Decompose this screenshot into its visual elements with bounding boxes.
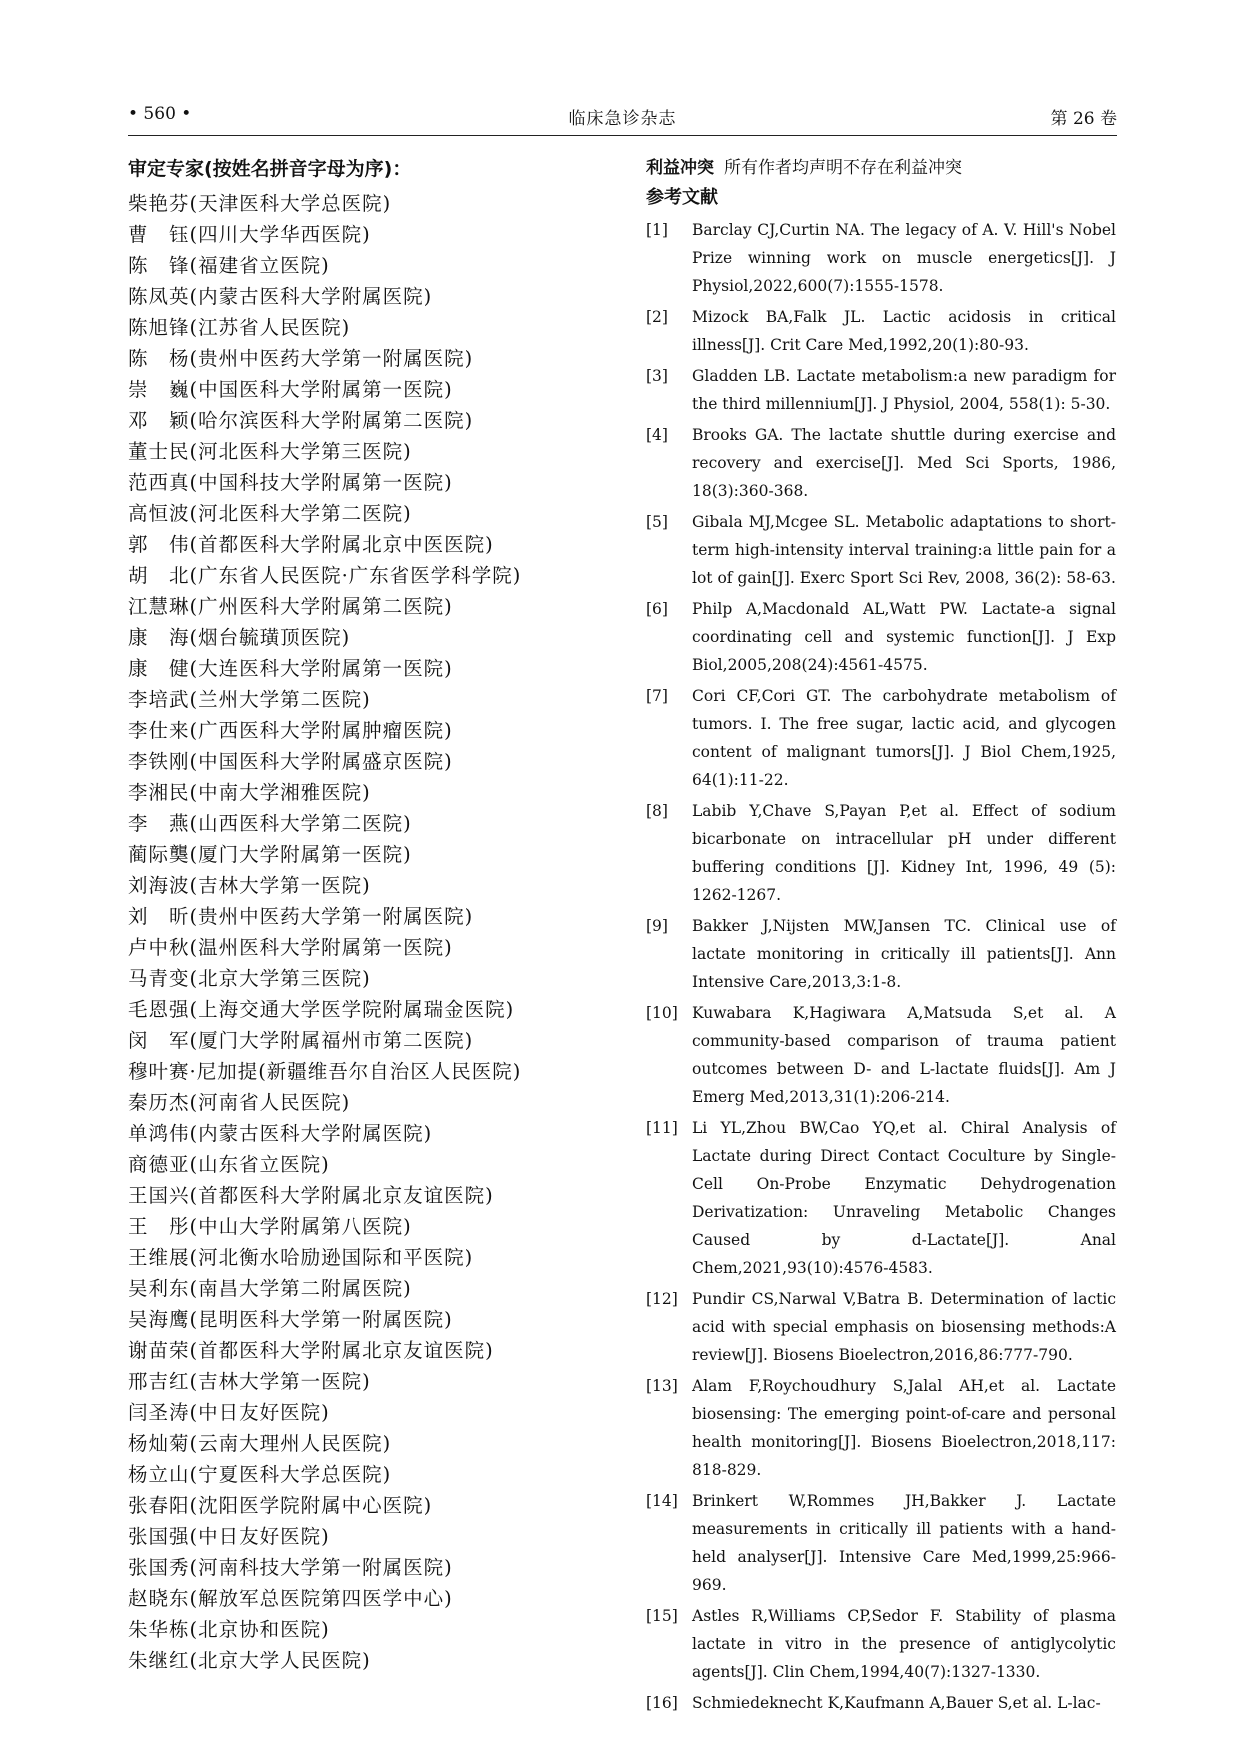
expert-item: 单鸿伟(内蒙古医科大学附属医院) bbox=[128, 1122, 433, 1145]
expert-item: 王维展(河北衡水哈励逊国际和平医院) bbox=[128, 1246, 474, 1269]
reference-number: [15] bbox=[646, 1607, 678, 1625]
reference-number: [12] bbox=[646, 1290, 678, 1308]
reference-item bbox=[646, 1285, 1116, 1369]
expert-item: 秦历杰(河南省人民医院) bbox=[128, 1091, 351, 1114]
reference-item bbox=[646, 362, 1116, 418]
experts-list bbox=[128, 188, 618, 1676]
expert-item: 商德亚(山东省立医院) bbox=[128, 1153, 330, 1176]
reference-item bbox=[646, 1689, 1116, 1717]
reference-number: [3] bbox=[646, 367, 668, 385]
reference-number: [14] bbox=[646, 1492, 678, 1510]
reference-text: Pundir CS,Narwal V,Batra B. Determination of lactic acid with special emphasis on biosensing methods:A review[J]. Biosens Bioelectron,2016,86:777-790. bbox=[692, 1290, 1116, 1364]
reference-number: [4] bbox=[646, 426, 668, 444]
reference-item bbox=[646, 216, 1116, 300]
reference-text: Mizock BA,Falk JL. Lactic acidosis in critical illness[J]. Crit Care Med,1992,20(1):80-93. bbox=[692, 308, 1116, 354]
reference-item bbox=[646, 303, 1116, 359]
reference-number: [8] bbox=[646, 802, 668, 820]
expert-item: 陈 锋(福建省立医院) bbox=[128, 254, 330, 277]
expert-item: 刘 昕(贵州中医药大学第一附属医院) bbox=[128, 905, 474, 928]
expert-item: 闵 军(厦门大学附属福州市第二医院) bbox=[128, 1029, 474, 1052]
reference-item bbox=[646, 1487, 1116, 1599]
expert-item: 谢苗荣(首都医科大学附属北京友谊医院) bbox=[128, 1339, 494, 1362]
expert-item: 陈凤英(内蒙古医科大学附属医院) bbox=[128, 285, 433, 308]
reference-number: [1] bbox=[646, 221, 668, 239]
reference-text: Kuwabara K,Hagiwara A,Matsuda S,et al. A community-based comparison of trauma patient outcomes between D- and L-lactate fluids[J]. Am J Emerg Med,2013,31(1):206-214. bbox=[692, 1004, 1116, 1106]
reference-text: Gibala MJ,Mcgee SL. Metabolic adaptations to short-term high-intensity interval training:a little pain for a lot of gain[J]. Exerc Sport Sci Rev, 2008, 36(2): 58-63. bbox=[692, 513, 1116, 587]
expert-item: 江慧琳(广州医科大学附属第二医院) bbox=[128, 595, 453, 618]
reference-text: Gladden LB. Lactate metabolism:a new paradigm for the third millennium[J]. J Physiol, 2004, 558(1): 5-30. bbox=[692, 367, 1116, 413]
volume-label: 第 26 卷 bbox=[1050, 109, 1117, 129]
reference-item bbox=[646, 1372, 1116, 1484]
expert-item: 朱继红(北京大学人民医院) bbox=[128, 1649, 371, 1672]
reference-item bbox=[646, 999, 1116, 1111]
reference-item bbox=[646, 912, 1116, 996]
reference-text: Alam F,Roychoudhury S,Jalal AH,et al. Lactate biosensing: The emerging point-of-care and personal health monitoring[J]. Biosens Bioelectron,2018,117: 818-829. bbox=[692, 1377, 1116, 1479]
expert-item: 穆叶赛·尼加提(新疆维吾尔自治区人民医院) bbox=[128, 1060, 522, 1083]
page-number: • 560 • bbox=[128, 104, 192, 124]
expert-item: 蔺际龑(厦门大学附属第一医院) bbox=[128, 843, 412, 866]
experts-title: 审定专家(按姓名拼音字母为序)： bbox=[128, 158, 412, 180]
expert-item: 曹 钰(四川大学华西医院) bbox=[128, 223, 371, 246]
expert-item: 杨灿菊(云南大理州人民医院) bbox=[128, 1432, 392, 1455]
reference-number: [13] bbox=[646, 1377, 678, 1395]
expert-item: 马青变(北京大学第三医院) bbox=[128, 967, 371, 990]
reference-text: Brinkert W,Rommes JH,Bakker J. Lactate measurements in critically ill patients with a hand-held analyser[J]. Intensive Care Med,1999,25:966-969. bbox=[692, 1492, 1116, 1594]
expert-item: 杨立山(宁夏医科大学总医院) bbox=[128, 1463, 392, 1486]
expert-item: 李铁刚(中国医科大学附属盛京医院) bbox=[128, 750, 453, 773]
expert-item: 陈 杨(贵州中医药大学第一附属医院) bbox=[128, 347, 474, 370]
references-column bbox=[646, 154, 1116, 1720]
expert-item: 邓 颖(哈尔滨医科大学附属第二医院) bbox=[128, 409, 474, 432]
expert-item: 李湘民(中南大学湘雅医院) bbox=[128, 781, 371, 804]
reference-text: Cori CF,Cori GT. The carbohydrate metabolism of tumors. I. The free sugar, lactic acid, and glycogen content of malignant tumors[J]. J Biol Chem,1925, 64(1):11-22. bbox=[692, 687, 1116, 789]
expert-item: 张国秀(河南科技大学第一附属医院) bbox=[128, 1556, 453, 1579]
journal-title: 临床急诊杂志 bbox=[568, 109, 677, 129]
reference-number: [9] bbox=[646, 917, 668, 935]
expert-item: 张国强(中日友好医院) bbox=[128, 1525, 330, 1548]
reference-text: Schmiedeknecht K,Kaufmann A,Bauer S,et al. L-lac- bbox=[692, 1694, 1101, 1712]
expert-item: 高恒波(河北医科大学第二医院) bbox=[128, 502, 412, 525]
reference-number: [5] bbox=[646, 513, 668, 531]
experts-column bbox=[128, 156, 618, 1676]
expert-item: 崇 巍(中国医科大学附属第一医院) bbox=[128, 378, 453, 401]
expert-item: 董士民(河北医科大学第三医院) bbox=[128, 440, 412, 463]
reference-number: [7] bbox=[646, 687, 668, 705]
reference-item bbox=[646, 1114, 1116, 1282]
reference-text: Brooks GA. The lactate shuttle during exercise and recovery and exercise[J]. Med Sci Sports, 1986, 18(3):360-368. bbox=[692, 426, 1116, 500]
reference-item bbox=[646, 508, 1116, 592]
expert-item: 李仕来(广西医科大学附属肿瘤医院) bbox=[128, 719, 453, 742]
expert-item: 赵晓东(解放军总医院第四医学中心) bbox=[128, 1587, 453, 1610]
expert-item: 李培武(兰州大学第二医院) bbox=[128, 688, 371, 711]
reference-item bbox=[646, 595, 1116, 679]
conflict-label: 利益冲突 bbox=[646, 158, 714, 178]
reference-number: [11] bbox=[646, 1119, 678, 1137]
expert-item: 李 燕(山西医科大学第二医院) bbox=[128, 812, 412, 835]
expert-item: 张春阳(沈阳医学院附属中心医院) bbox=[128, 1494, 433, 1517]
expert-item: 王国兴(首都医科大学附属北京友谊医院) bbox=[128, 1184, 494, 1207]
expert-item: 柴艳芬(天津医科大学总医院) bbox=[128, 192, 392, 215]
expert-item: 闫圣涛(中日友好医院) bbox=[128, 1401, 330, 1424]
reference-number: [6] bbox=[646, 600, 668, 618]
reference-item bbox=[646, 421, 1116, 505]
expert-item: 范西真(中国科技大学附属第一医院) bbox=[128, 471, 453, 494]
reference-text: Labib Y,Chave S,Payan P,et al. Effect of sodium bicarbonate on intracellular pH under different buffering conditions [J]. Kidney Int, 1996, 49 (5): 1262-1267. bbox=[692, 802, 1116, 904]
references-list bbox=[646, 216, 1116, 1717]
references-title: 参考文献 bbox=[646, 187, 718, 208]
expert-item: 毛恩强(上海交通大学医学院附属瑞金医院) bbox=[128, 998, 515, 1021]
conflict-statement bbox=[646, 154, 1116, 182]
expert-item: 吴海鹰(昆明医科大学第一附属医院) bbox=[128, 1308, 453, 1331]
expert-item: 邢吉红(吉林大学第一医院) bbox=[128, 1370, 371, 1393]
reference-text: Bakker J,Nijsten MW,Jansen TC. Clinical use of lactate monitoring in critically ill patients[J]. Ann Intensive Care,2013,3:1-8. bbox=[692, 917, 1116, 991]
reference-text: Barclay CJ,Curtin NA. The legacy of A. V. Hill's Nobel Prize winning work on muscle energetics[J]. J Physiol,2022,600(7):1555-1578. bbox=[692, 221, 1116, 295]
expert-item: 刘海波(吉林大学第一医院) bbox=[128, 874, 371, 897]
reference-item bbox=[646, 797, 1116, 909]
reference-text: Philp A,Macdonald AL,Watt PW. Lactate-a signal coordinating cell and systemic function[J]. J Exp Biol,2005,208(24):4561-4575. bbox=[692, 600, 1116, 674]
expert-item: 朱华栋(北京协和医院) bbox=[128, 1618, 330, 1641]
expert-item: 郭 伟(首都医科大学附属北京中医医院) bbox=[128, 533, 494, 556]
expert-item: 胡 北(广东省人民医院·广东省医学科学院) bbox=[128, 564, 522, 587]
conflict-text: 所有作者均声明不存在利益冲突 bbox=[724, 158, 962, 178]
reference-text: Astles R,Williams CP,Sedor F. Stability of plasma lactate in vitro in the presence of antiglycolytic agents[J]. Clin Chem,1994,40(7):1327-1330. bbox=[692, 1607, 1116, 1681]
expert-item: 卢中秋(温州医科大学附属第一医院) bbox=[128, 936, 453, 959]
reference-item bbox=[646, 1602, 1116, 1686]
expert-item: 吴利东(南昌大学第二附属医院) bbox=[128, 1277, 412, 1300]
page-header bbox=[128, 101, 1117, 136]
reference-item bbox=[646, 682, 1116, 794]
reference-number: [2] bbox=[646, 308, 668, 326]
reference-number: [10] bbox=[646, 1004, 678, 1022]
reference-text: Li YL,Zhou BW,Cao YQ,et al. Chiral Analysis of Lactate during Direct Contact Coculture by Single-Cell On-Probe Enzymatic Dehydrogenation Derivatization: Unraveling Metabolic Changes Caused by d-Lactate[J]. Anal Chem,2021,93(10):4576-4583. bbox=[692, 1119, 1116, 1277]
expert-item: 康 健(大连医科大学附属第一医院) bbox=[128, 657, 453, 680]
expert-item: 陈旭锋(江苏省人民医院) bbox=[128, 316, 351, 339]
reference-number: [16] bbox=[646, 1694, 678, 1712]
expert-item: 王 彤(中山大学附属第八医院) bbox=[128, 1215, 412, 1238]
expert-item: 康 海(烟台毓璜顶医院) bbox=[128, 626, 351, 649]
